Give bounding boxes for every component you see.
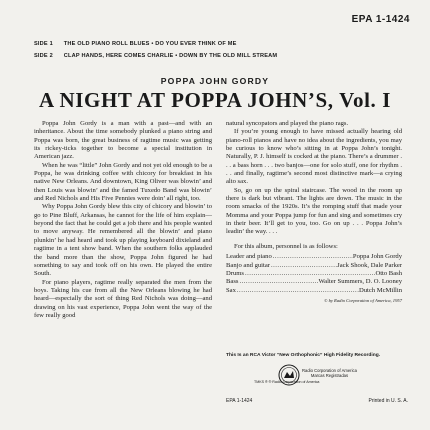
logo-company-text	[302, 368, 357, 378]
side-label: SIDE 2	[34, 53, 53, 59]
personnel-instrument: Banjo and guitar	[226, 261, 270, 269]
copyright-notice: © by Radio Corporation of America, 1957	[323, 297, 402, 303]
rca-recording-note: This Is an RCA Victor “New Orthophonic” High Fidelity Recording.	[226, 353, 381, 358]
liner-notes-left-column	[34, 120, 212, 320]
rca-victor-logo-icon	[278, 364, 300, 386]
personnel-instrument: Sax	[226, 286, 236, 294]
side-label: SIDE 1	[34, 41, 53, 47]
side-1-row	[34, 38, 277, 50]
liner-paragraph: So, go on up the spiral staircase. The wood in the room up there is dark but vibrant. The lights are down. The music in the room smacks of the 1920s. It’s the romping stuff that made your Momma and your Poppa jump for fun and sing and sometimes cry in their beer. It’ll get to you, too. Go on up . . . Poppa John’s leadin’ the way. . . .	[226, 186, 402, 236]
trademark-line: TMKS ® ® Radio Corporation of America	[254, 380, 320, 384]
personnel-instrument: Leader and piano	[226, 253, 272, 261]
personnel-intro: For this album, personnel is as follows:	[234, 242, 338, 250]
liner-paragraph: If you’re young enough to have missed actually hearing old piano-roll pianos and have no idea about the ingredients, you may be curious to know who’s sitting in at Poppa John’s tonight. Naturally, P. J. himself is cocked at the piano. There’s a drummer . . . a bass horn . . . two banjos—one for solo stuff, one for rhythm . . . and finally, ragtime’s second most distinctive mark—a crying alto sax.	[226, 128, 402, 186]
album-title: A NIGHT AT POPPA JOHN’S, Vol. I	[39, 88, 391, 112]
personnel-player: Dutch McMillin	[358, 286, 402, 294]
liner-paragraph: When he was “little” John Gordy and not yet old enough to be a Poppa, he was drinking coffee with chicory for breakfast in his native New Orleans. And downtown, King Oliver was blowin’ and then Louis was blowin’ and the famed Tuxedo Band was blowin’ and Red Nichols and His Five Pennies were doin’ all right, too.	[34, 161, 212, 203]
personnel-row	[226, 253, 402, 261]
logo-company-line: Radio Corporation of America	[302, 368, 357, 373]
liner-paragraph: Poppa John Gordy is a man with a past—and with an inheritance. About the time somebody plunked a piano string and Poppa was born, the great business of ragtime music was getting its rickey-ticks together to become a special institution in American jazz.	[34, 120, 212, 161]
personnel-player: Poppa John Gordy	[352, 253, 402, 261]
side-titles: CLAP HANDS, HERE COMES CHARLIE • DOWN BY THE OLD MILL STREAM	[63, 53, 278, 59]
personnel-instrument: Drums	[226, 269, 244, 277]
footer-printed-in: Printed in U. S. A.	[368, 398, 408, 404]
personnel-row	[226, 287, 402, 295]
liner-paragraph: For piano players, ragtime really separated the men from the boys. Taking his cue from all the New Orleans blowing he had heard—especially the sort of thing Red Nichols was doing—and drawing on his vast experience, Poppa John went the way of the few really good	[34, 278, 212, 319]
personnel-row	[226, 278, 402, 286]
personnel-row	[226, 270, 402, 278]
personnel-player: Jack Shook, Dale Parker	[337, 261, 402, 269]
logo-company-line: Marcas Registradas	[310, 373, 349, 378]
artist-name: POPPA JOHN GORDY	[160, 76, 270, 86]
personnel-player: Walter Summers, D. O. Looney	[318, 278, 402, 286]
side-2-row	[34, 50, 277, 62]
liner-notes-right-column	[226, 120, 402, 305]
side-titles: THE OLD PIANO ROLL BLUES • DO YOU EVER THINK OF ME	[63, 41, 237, 47]
liner-paragraph: natural syncopators and played the piano rags.	[226, 120, 349, 127]
personnel-instrument: Bass	[226, 278, 239, 286]
track-listing	[34, 38, 277, 62]
catalog-number: EPA 1-1424	[351, 14, 410, 25]
rca-logo-area	[254, 364, 404, 392]
personnel-list	[226, 253, 402, 295]
personnel-row	[226, 262, 402, 270]
liner-paragraph: Why Poppa John Gordy blew this city of chicory and blowin’ to go to Pine Bluff, Arkansas, he cannot for the life of him explain—beyond the fact that he could get a job there and his people wanted to move anyway. He remembered all the blowin’ and piano plunkin’ he had heard and took up playing keyboard dixieland and ragtime in a tent show band. When the southern folks applauded the band more than the show, Poppa John figured he had something to say and took off on his own. He played the entire South.	[34, 203, 212, 278]
footer-catalog-number: EPA 1-1424	[226, 398, 253, 404]
personnel-player: Otto Bash	[375, 269, 402, 277]
